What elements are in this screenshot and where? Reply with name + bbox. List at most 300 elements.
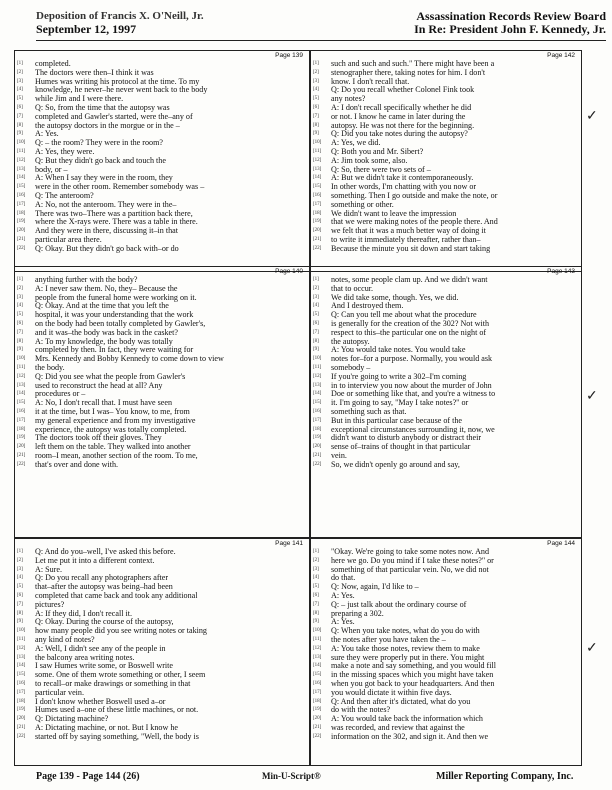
line-text: were in the other room. Remember somebody was – — [35, 183, 205, 192]
line-number: [9] — [313, 619, 319, 625]
line-number: [18] — [17, 210, 26, 216]
line-text: was recorded, and review that against the — [331, 723, 465, 732]
line-text: somebody – — [331, 363, 371, 372]
transcript-lines — [15, 276, 309, 470]
line-number: [1] — [313, 61, 319, 66]
transcript-line — [311, 174, 581, 183]
transcript-line — [15, 408, 309, 417]
transcript-line — [311, 364, 581, 373]
transcript-line — [311, 724, 581, 733]
line-number: [15] — [17, 184, 26, 190]
transcript-line — [311, 338, 581, 347]
transcript-line — [311, 329, 581, 338]
transcript-line — [311, 86, 581, 95]
line-text: Q: But they didn't go back and touch the — [35, 156, 166, 165]
line-text: the autopsy doctors in the morgue or in the – — [35, 121, 180, 130]
transcript-lines — [15, 548, 309, 742]
line-number: [21] — [17, 236, 26, 242]
footer-page-range: Page 139 - Page 144 (26) — [36, 771, 140, 782]
transcript-line — [15, 715, 309, 724]
transcript-lines — [311, 60, 581, 254]
line-text: or not. I know he came in later during the — [331, 112, 466, 121]
transcript-line — [15, 671, 309, 680]
line-number: [13] — [17, 382, 26, 388]
transcript-line — [15, 227, 309, 236]
transcript-line — [15, 417, 309, 426]
line-text: something of that particular vein. No, we did not — [331, 565, 489, 574]
line-number: [6] — [17, 592, 23, 598]
line-text: If you're going to write a 302–I'm coming — [331, 372, 467, 381]
transcript-line — [15, 698, 309, 707]
line-text: started off by saying something, "Well, the body is — [35, 732, 199, 741]
transcript-line — [15, 645, 309, 654]
transcript-line — [15, 426, 309, 435]
line-text: preparing a 302. — [331, 609, 384, 618]
transcript-line — [311, 382, 581, 391]
line-text: do with the notes? — [331, 706, 391, 715]
transcript-line — [311, 355, 581, 364]
line-text: completed and Gawler's started, were the–any of — [35, 112, 193, 121]
transcript-line — [311, 294, 581, 303]
line-text: the balcony area writing notes. — [35, 653, 135, 662]
line-number: [18] — [17, 426, 26, 432]
transcript-line — [311, 689, 581, 698]
transcript-line — [15, 192, 309, 201]
line-text: body, or – — [35, 165, 68, 174]
line-text: Q: The anteroom? — [35, 191, 94, 200]
line-number: [19] — [17, 707, 26, 713]
line-text: it. I'm going to say, "May I take notes?" or — [331, 399, 469, 408]
line-text: such and such and such." There might have been a — [331, 60, 495, 68]
line-number: [9] — [17, 131, 23, 137]
line-text: information on the 302, and sign it. And then we — [331, 732, 489, 741]
transcript-line — [15, 218, 309, 227]
line-number: [13] — [313, 166, 322, 172]
line-text: Q: – just talk about the ordinary course of — [331, 600, 467, 609]
line-text: Humes used a–one of these little machines, or not. — [35, 706, 199, 715]
transcript-line — [15, 329, 309, 338]
line-number: [4] — [313, 87, 319, 93]
transcript-line — [15, 706, 309, 715]
transcript-line — [15, 566, 309, 575]
page-label: Page 139 — [275, 52, 303, 59]
line-number: [10] — [313, 140, 322, 146]
line-number: [4] — [313, 575, 319, 581]
line-number: [8] — [17, 610, 23, 616]
transcript-line — [15, 618, 309, 627]
line-number: [22] — [313, 245, 322, 251]
line-text: something or other. — [331, 200, 394, 209]
line-number: [15] — [17, 672, 26, 678]
line-text: used to reconstruct the head at all? Any — [35, 381, 163, 390]
transcript-line — [15, 443, 309, 452]
transcript-line — [15, 574, 309, 583]
transcript-line — [311, 408, 581, 417]
line-text: in to interview you now about the murder of John — [331, 381, 492, 390]
line-number: [13] — [313, 382, 322, 388]
line-number: [17] — [17, 417, 26, 423]
transcript-line — [15, 557, 309, 566]
line-number: [2] — [17, 285, 23, 291]
line-number: [18] — [313, 210, 322, 216]
line-text: And I destroyed them. — [331, 302, 404, 311]
line-number: [14] — [17, 663, 26, 669]
transcript-line — [15, 601, 309, 610]
transcript-line — [15, 69, 309, 78]
line-text: some. One of them wrote something or other, I seem — [35, 671, 206, 680]
line-number: [1] — [313, 277, 319, 282]
line-text: A: Yes. — [35, 130, 59, 139]
transcript-line — [311, 210, 581, 219]
line-text: exceptional circumstances surrounding it, now, we — [331, 425, 495, 434]
line-text: Q: Dictating machine? — [35, 715, 109, 724]
transcript-line — [311, 426, 581, 435]
line-text: something. Then I go outside and make the note, or — [331, 191, 498, 200]
transcript-line — [311, 399, 581, 408]
line-number: [17] — [17, 201, 26, 207]
line-number: [7] — [313, 601, 319, 607]
line-text: A: No, not the anteroom. They were in the– — [35, 200, 177, 209]
line-text: Q: So, from the time that the autopsy was — [35, 103, 170, 112]
transcript-line — [311, 227, 581, 236]
line-text: left them on the table. They walked into another — [35, 443, 191, 452]
line-number: [17] — [313, 689, 322, 695]
transcript-line — [311, 645, 581, 654]
line-text: that's over and done with. — [35, 460, 119, 469]
line-number: [22] — [313, 733, 322, 739]
line-number: [19] — [17, 435, 26, 441]
line-text: Q: So, there were two sets of – — [331, 165, 431, 174]
line-number: [16] — [17, 680, 26, 686]
line-text: that to occur. — [331, 284, 374, 293]
line-number: [11] — [313, 148, 322, 154]
transcript-line — [15, 285, 309, 294]
line-number: [6] — [313, 320, 319, 326]
line-text: room–I mean, another section of the room. To me, — [35, 451, 198, 460]
deposition-title: Deposition of Francis X. O'Neill, Jr. — [36, 10, 204, 22]
line-number: [9] — [313, 347, 319, 353]
line-number: [3] — [313, 566, 319, 572]
transcript-line — [15, 461, 309, 470]
line-number: [20] — [313, 716, 322, 722]
line-number: [2] — [313, 69, 319, 75]
line-text: A: You take those notes, review them to make — [331, 644, 480, 653]
line-number: [17] — [313, 201, 322, 207]
transcript-line — [15, 122, 309, 131]
line-number: [16] — [313, 192, 322, 198]
line-text: I saw Humes write some, or Boswell write — [35, 662, 174, 671]
transcript-line — [311, 443, 581, 452]
line-number: [8] — [313, 122, 319, 128]
line-number: [22] — [17, 461, 26, 467]
line-number: [18] — [313, 698, 322, 704]
line-number: [19] — [17, 219, 26, 225]
line-number: [2] — [17, 557, 23, 563]
line-text: on the body had been totally completed by Gawler's, — [35, 319, 206, 328]
line-number: [21] — [313, 236, 322, 242]
transcript-line — [311, 461, 581, 470]
transcript-line — [311, 130, 581, 139]
line-text: A: Sure. — [35, 565, 62, 574]
line-text: A: Well, I didn't see any of the people in — [35, 644, 166, 653]
line-number: [12] — [17, 645, 26, 651]
line-number: [14] — [313, 663, 322, 669]
line-text: people from the funeral home were working on it. — [35, 293, 197, 302]
line-number: [8] — [17, 338, 23, 344]
line-number: [4] — [313, 303, 319, 309]
line-text: A: Yes. — [331, 591, 355, 600]
transcript-line — [311, 236, 581, 245]
line-text: my general experience and from my investigative — [35, 416, 196, 425]
transcript-line — [15, 654, 309, 663]
line-number: [16] — [313, 408, 322, 414]
line-number: [2] — [17, 69, 23, 75]
line-number: [14] — [313, 175, 322, 181]
transcript-line — [311, 157, 581, 166]
line-number: [20] — [313, 444, 322, 450]
line-number: [9] — [17, 347, 23, 353]
line-text: A: When I say they were in the room, they — [35, 174, 173, 183]
transcript-line — [311, 122, 581, 131]
line-text: how many people did you see writing notes or taking — [35, 627, 207, 636]
transcript-line — [15, 724, 309, 733]
line-text: Q: Can you tell me about what the procedure — [331, 311, 477, 320]
line-number: [13] — [313, 654, 322, 660]
line-number: [7] — [313, 329, 319, 335]
line-text: A: I don't recall specifically whether he did — [331, 103, 472, 112]
line-number: [10] — [17, 628, 26, 634]
transcript-line — [311, 566, 581, 575]
line-text: A: Dictating machine, or not. But I know he — [35, 723, 178, 732]
transcript-line — [311, 601, 581, 610]
transcript-line — [311, 733, 581, 742]
line-text: something such as that. — [331, 407, 407, 416]
transcript-line — [15, 689, 309, 698]
line-text: respect to this–the particular one on the night of — [331, 328, 487, 337]
transcript-line — [15, 311, 309, 320]
transcript-line — [311, 95, 581, 104]
line-text: particular area there. — [35, 235, 102, 244]
line-text: A: No, I don't recall that. I must have seen — [35, 399, 172, 408]
line-text: We didn't want to leave the impression — [331, 209, 457, 218]
transcript-line — [15, 60, 309, 69]
transcript-line — [15, 680, 309, 689]
transcript-line — [15, 276, 309, 285]
line-text: vein. — [331, 451, 347, 460]
line-number: [10] — [313, 356, 322, 362]
line-text: Let me put it into a different context. — [35, 556, 155, 565]
line-text: hospital, it was your understanding that the work — [35, 311, 194, 320]
line-text: that–after the autopsy was being–had been — [35, 583, 173, 592]
line-number: [5] — [313, 312, 319, 318]
transcript-line — [311, 276, 581, 285]
line-text: Humes was writing his protocol at the time. To my — [35, 77, 200, 86]
transcript-line — [15, 166, 309, 175]
line-number: [2] — [313, 557, 319, 563]
line-text: We did take some, though. Yes, we did. — [331, 293, 459, 302]
line-text: know. I don't recall that. — [331, 77, 410, 86]
line-number: [16] — [17, 408, 26, 414]
line-text: But in this particular case because of the — [331, 416, 463, 425]
transcript-line — [15, 373, 309, 382]
line-number: [4] — [17, 303, 23, 309]
page-label: Page 141 — [275, 540, 303, 547]
transcript-lines — [311, 276, 581, 470]
line-text: autopsy. He was not there for the beginning. — [331, 121, 475, 130]
page-label: Page 143 — [547, 268, 575, 275]
line-text: we felt that it was a much better way of doing it — [331, 227, 486, 236]
line-number: [11] — [17, 364, 26, 370]
transcript-line — [311, 662, 581, 671]
transcript-line — [311, 78, 581, 87]
line-text: make a note and say something, and you would fill — [331, 662, 496, 671]
line-number: [7] — [313, 113, 319, 119]
page-panel-142 — [310, 50, 582, 272]
line-number: [4] — [17, 575, 23, 581]
line-text: Q: Now, again, I'd like to – — [331, 583, 419, 592]
line-text: any kind of notes? — [35, 635, 95, 644]
transcript-line — [15, 210, 309, 219]
line-text: Because the minute you sit down and start taking — [331, 244, 491, 253]
page-panel-141 — [14, 538, 310, 766]
line-text: Q: Okay. During the course of the autopsy, — [35, 618, 174, 627]
line-number: [15] — [313, 400, 322, 406]
transcript-line — [311, 218, 581, 227]
transcript-line — [311, 302, 581, 311]
line-text: notes, some people clam up. And we didn't want — [331, 276, 488, 284]
line-number: [8] — [313, 338, 319, 344]
transcript-line — [15, 104, 309, 113]
line-text: "Okay. We're going to take some notes now. And — [331, 548, 490, 556]
line-number: [16] — [17, 192, 26, 198]
transcript-line — [311, 245, 581, 254]
line-number: [3] — [17, 294, 23, 300]
transcript-line — [311, 104, 581, 113]
page-panel-140 — [14, 266, 310, 538]
transcript-line — [311, 610, 581, 619]
line-text: Q: – the room? They were in the room? — [35, 139, 163, 148]
transcript-line — [311, 417, 581, 426]
line-text: Q: Did you take notes during the autopsy? — [331, 130, 468, 139]
line-number: [21] — [313, 452, 322, 458]
line-text: Q: Okay. And at the time that you left the — [35, 302, 169, 311]
margin-checkmark-icon: ✓ — [586, 389, 598, 404]
transcript-line — [311, 166, 581, 175]
line-number: [19] — [313, 219, 322, 225]
line-number: [17] — [313, 417, 322, 423]
footer-brand: Min-U-Script® — [262, 771, 321, 781]
line-number: [3] — [17, 566, 23, 572]
transcript-line — [15, 113, 309, 122]
transcript-line — [311, 671, 581, 680]
line-text: Q: Do you recall any photographers after — [35, 574, 169, 583]
line-text: that we were making notes of the people there. And — [331, 218, 498, 227]
transcript-line — [15, 95, 309, 104]
line-text: when you got back to your headquarters. And then — [331, 679, 495, 688]
line-number: [5] — [313, 96, 319, 102]
line-text: didn't want to disturb anybody or distract their — [331, 434, 482, 443]
line-text: In other words, I'm chatting with you now or — [331, 183, 477, 192]
transcript-line — [15, 662, 309, 671]
transcript-line — [311, 183, 581, 192]
margin-checkmark-icon: ✓ — [586, 109, 598, 124]
transcript-lines — [15, 60, 309, 254]
transcript-line — [15, 86, 309, 95]
line-number: [12] — [17, 157, 26, 163]
line-number: [14] — [17, 391, 26, 397]
page-label: Page 144 — [547, 540, 575, 547]
transcript-line — [15, 183, 309, 192]
transcript-line — [311, 618, 581, 627]
line-number: [5] — [17, 584, 23, 590]
line-number: [22] — [313, 461, 322, 467]
line-number: [3] — [313, 78, 319, 84]
line-text: sense of–trains of thought in that particular — [331, 443, 471, 452]
transcript-line — [311, 311, 581, 320]
header-left — [36, 10, 204, 36]
line-text: Q: And then after it's dictated, what do you — [331, 697, 471, 706]
line-text: Q: Both you and Mr. Sibert? — [331, 147, 424, 156]
transcript-line — [311, 574, 581, 583]
page-panel-139 — [14, 50, 310, 272]
line-number: [4] — [17, 87, 23, 93]
line-number: [6] — [313, 104, 319, 110]
transcript-line — [15, 148, 309, 157]
line-number: [12] — [17, 373, 26, 379]
line-number: [20] — [313, 228, 322, 234]
transcript-line — [15, 245, 309, 254]
footer-reporter: Miller Reporting Company, Inc. — [436, 771, 574, 782]
line-text: to recall–or make drawings or something in that — [35, 679, 191, 688]
line-number: [16] — [313, 680, 322, 686]
line-text: particular vein. — [35, 688, 84, 697]
line-text: experience, the autopsy was totally completed. — [35, 425, 187, 434]
line-number: [11] — [313, 636, 322, 642]
transcript-line — [15, 355, 309, 364]
line-text: pictures? — [35, 600, 65, 609]
line-number: [19] — [313, 707, 322, 713]
line-text: here we go. Do you mind if I take these notes?" or — [331, 556, 494, 565]
line-text: you would dictate it within five days. — [331, 688, 452, 697]
line-text: to write it immediately thereafter, rather than– — [331, 235, 481, 244]
line-number: [15] — [313, 184, 322, 190]
transcript-line — [311, 434, 581, 443]
line-number: [12] — [313, 645, 322, 651]
line-number: [8] — [313, 610, 319, 616]
line-number: [13] — [17, 166, 26, 172]
line-text: A: I never saw them. No, they– Because the — [35, 284, 178, 293]
line-number: [13] — [17, 654, 26, 660]
transcript-line — [15, 294, 309, 303]
transcript-line — [15, 627, 309, 636]
transcript-line — [311, 148, 581, 157]
line-number: [17] — [17, 689, 26, 695]
line-text: and it was–the body was back in the casket? — [35, 328, 178, 337]
transcript-line — [15, 302, 309, 311]
transcript-line — [15, 434, 309, 443]
line-number: [1] — [17, 61, 23, 66]
line-text: A: But we didn't take it contemporaneously. — [331, 174, 474, 183]
transcript-line — [311, 706, 581, 715]
line-number: [5] — [313, 584, 319, 590]
line-text: A: Jim took some, also. — [331, 156, 408, 165]
transcript-line — [311, 636, 581, 645]
line-number: [6] — [17, 104, 23, 110]
transcript-line — [15, 548, 309, 557]
header-right — [414, 10, 606, 36]
line-number: [1] — [17, 549, 23, 554]
line-text: I don't know whether Boswell used a–or — [35, 697, 166, 706]
